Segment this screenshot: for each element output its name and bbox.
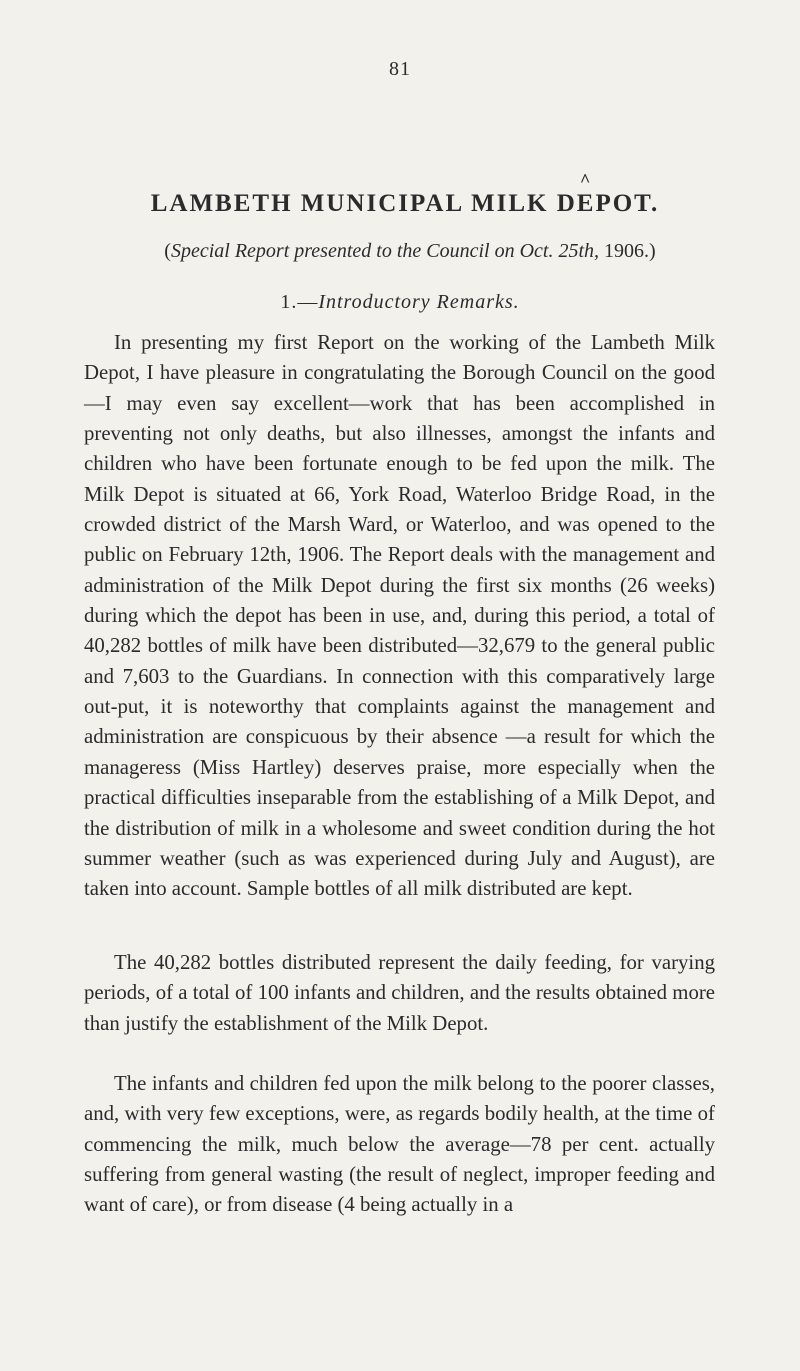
title-letter: E bbox=[576, 190, 596, 217]
section-number: 1.— bbox=[280, 291, 319, 313]
paragraph-1: In presenting my first Report on the working of the Lambeth Milk Depot, I have pleasure in congratulating the Borough Council on the good—I may even say excellent—work that has been accomplished in preventing not only deaths, but also illnesses, amongst the infants and children who have been fortunate enough to be fed upon the milk. The Milk Depot is situated at 66, York Road, Waterloo Bridge Road, in the crowded district of the Marsh Ward, or Waterloo, and was opened to the public on February 12th, 1906. The Report deals with the management and administration of the Milk Depot during the first six months (26 weeks) during which the depot has been in use, and, during this period, a total of 40,282 bottles of milk have been distributed—32,679 to the general public and 7,603 to the Guardians. In connection with this comparatively large out-put, it is noteworthy that complaints against the management and administration are conspicuous by their absence —a result for which the manageress (Miss Hartley) deserves praise, more especially when the practical difficulties inseparable from the establishing of a Milk Depot, and the distribution of milk in a wholesome and sweet condition during the hot summer weather (such as was experienced during July and August), are taken into account. Sample bottles of all milk distributed are kept. bbox=[84, 331, 715, 901]
title-text-before: LAMBETH MUNICIPAL MILK D bbox=[150, 190, 577, 217]
report-title bbox=[115, 170, 695, 218]
report-subtitle bbox=[110, 240, 710, 263]
paragraph-2: The 40,282 bottles distributed represent the daily feeding, for varying periods, of a total of 100 infants and children, and the results obtained more than justify the establishment of the Milk Depot. bbox=[84, 951, 715, 1035]
subtitle-italic: Special Report presented to the Council on Oct. 25th, bbox=[170, 240, 600, 262]
section-label: Introductory Remarks. bbox=[318, 291, 520, 313]
subtitle-open-paren: ( bbox=[164, 240, 171, 262]
section-heading bbox=[0, 291, 800, 314]
paragraph-3: The infants and children fed upon the milk belong to the poorer classes, and, with very few exceptions, were, as regards bodily health, at the time of commencing the milk, much below the average—78 per cent. actually suffering from general wasting (the result of neglect, improper feeding and want of care), or from disease (4 being actually in a bbox=[84, 1072, 715, 1217]
circumflex-mark: ^ bbox=[579, 170, 593, 190]
title-text-after: POT. bbox=[595, 190, 660, 217]
subtitle-year: 1906.) bbox=[599, 240, 656, 262]
page-number: 81 bbox=[389, 58, 411, 80]
title-accented-letter bbox=[576, 170, 596, 218]
